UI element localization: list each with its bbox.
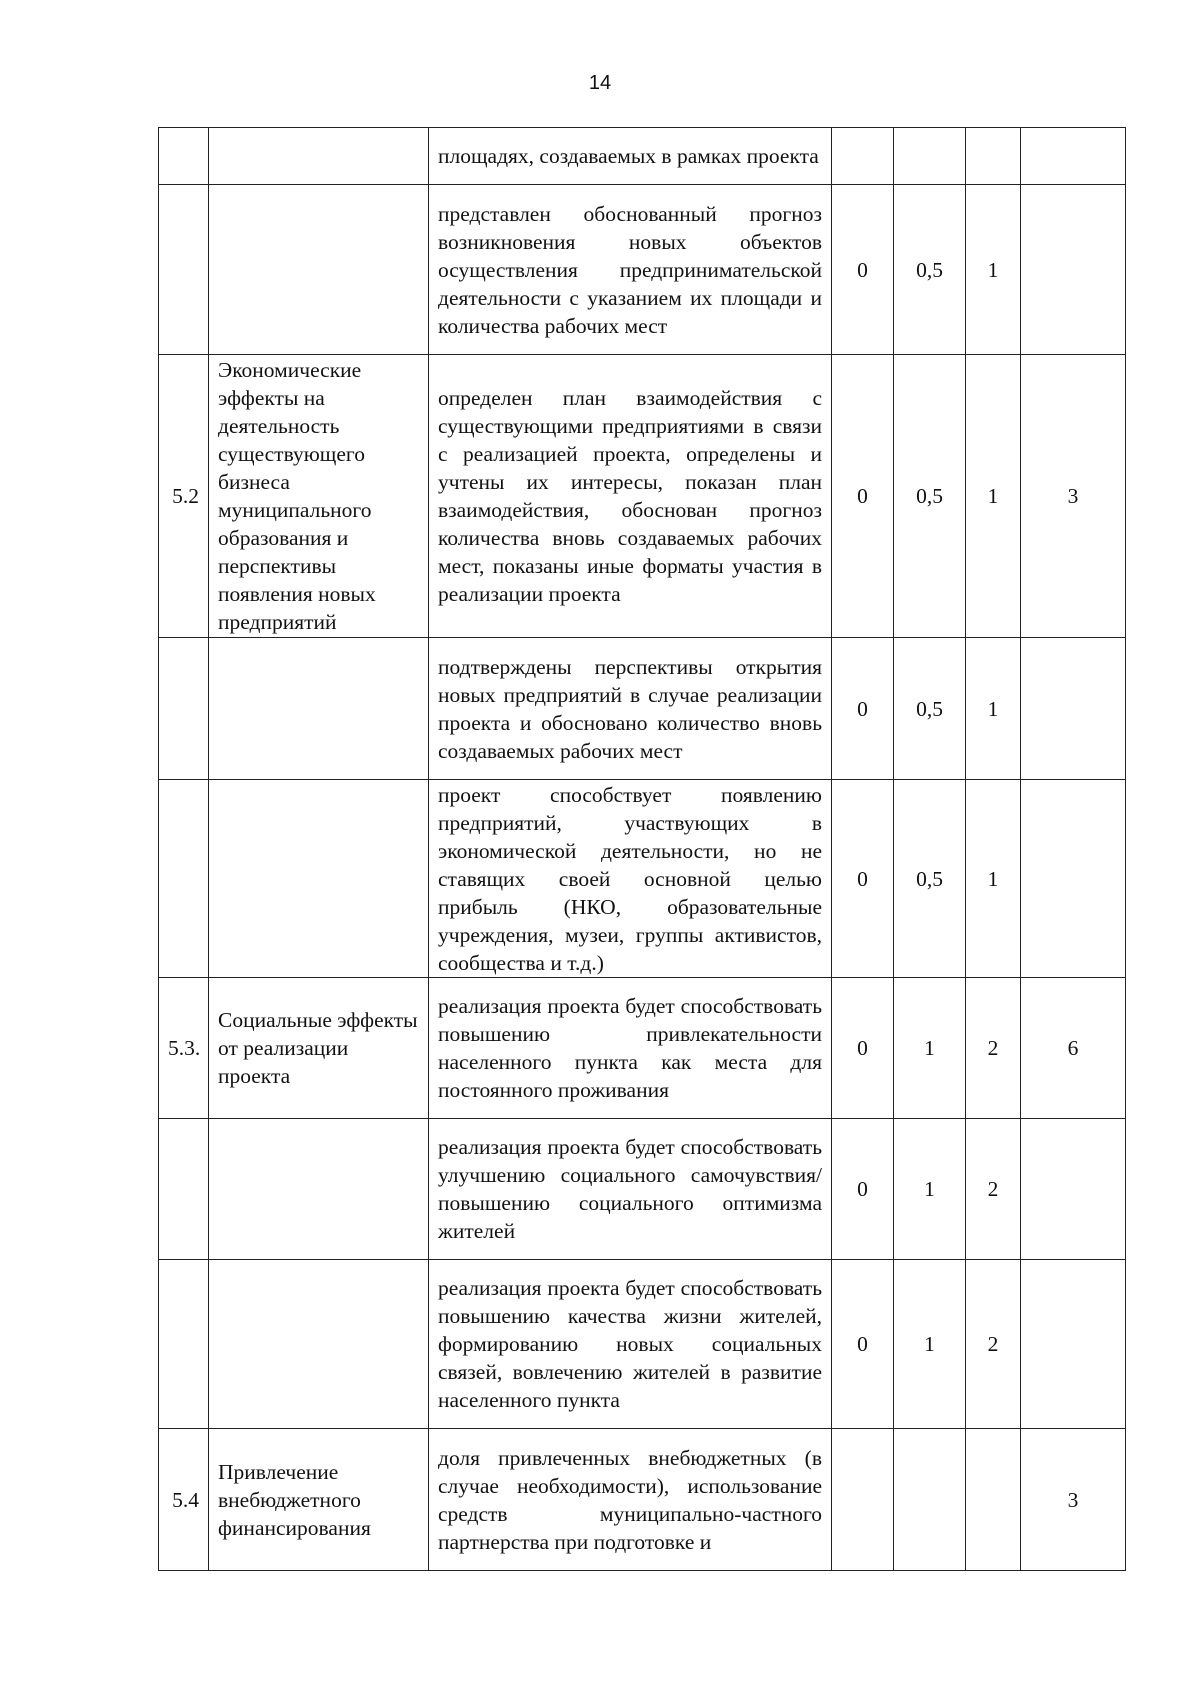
table-row [159,1260,1126,1429]
criterion-name [209,1260,429,1429]
criterion-number [159,185,209,355]
criterion-name: Социальные эффекты от реализации проекта [209,978,429,1119]
score-2: 2 [966,978,1021,1119]
table-row [159,128,1126,185]
score-1: 0,5 [894,780,966,978]
max-score [1021,1119,1126,1260]
score-1: 0,5 [894,185,966,355]
score-1: 1 [894,1119,966,1260]
criterion-description: представлен обоснованный прогноз возникновения новых объектов осуществления предпринимательской деятельности с указанием их площади и количества рабочих мест [429,185,832,355]
criterion-description: определен план взаимодействия с существующими предприятиями в связи с реализацией проекта, определены и учтены их интересы, показан план взаимодействия, обоснован прогноз количества вновь создаваемых рабочих мест, показаны иные форматы участия в реализации проекта [429,355,832,638]
page-number: 14 [588,72,612,94]
score-0 [832,128,894,185]
score-2: 2 [966,1119,1021,1260]
score-0: 0 [832,780,894,978]
table-row [159,638,1126,780]
table-row [159,1119,1126,1260]
max-score: 3 [1021,1429,1126,1571]
table-row [159,1429,1126,1571]
criterion-description: проект способствует появлению предприятий, участвующих в экономической деятельности, но не ставящих своей основной целью прибыль (НКО, образовательные учреждения, музеи, группы активистов, сообщества и т.д.) [429,780,832,978]
criterion-name [209,185,429,355]
score-2: 1 [966,355,1021,638]
max-score [1021,128,1126,185]
score-0: 0 [832,355,894,638]
score-2: 1 [966,638,1021,780]
score-2: 2 [966,1260,1021,1429]
criterion-description: подтверждены перспективы открытия новых предприятий в случае реализации проекта и обосновано количество вновь создаваемых рабочих мест [429,638,832,780]
score-2 [966,128,1021,185]
score-2: 1 [966,780,1021,978]
criterion-name [209,1119,429,1260]
score-1: 0,5 [894,638,966,780]
max-score: 3 [1021,355,1126,638]
score-1 [894,1429,966,1571]
criterion-description: реализация проекта будет способствовать повышению качества жизни жителей, формированию новых социальных связей, вовлечению жителей в развитие населенного пункта [429,1260,832,1429]
criterion-number [159,780,209,978]
score-0 [832,1429,894,1571]
table-row [159,780,1126,978]
table-row [159,185,1126,355]
max-score [1021,185,1126,355]
criterion-name [209,128,429,185]
criterion-number [159,1119,209,1260]
criteria-table [158,127,1126,1571]
criterion-description: реализация проекта будет способствовать улучшению социального самочувствия/ повышению социального оптимизма жителей [429,1119,832,1260]
score-2: 1 [966,185,1021,355]
score-0: 0 [832,185,894,355]
criteria-table-body [159,128,1126,1571]
score-0: 0 [832,638,894,780]
criterion-description: площадях, создаваемых в рамках проекта [429,128,832,185]
criterion-number: 5.3. [159,978,209,1119]
score-0: 0 [832,1119,894,1260]
score-1: 1 [894,1260,966,1429]
score-1: 1 [894,978,966,1119]
criterion-number [159,1260,209,1429]
score-1: 0,5 [894,355,966,638]
score-0: 0 [832,1260,894,1429]
criterion-number [159,128,209,185]
max-score [1021,1260,1126,1429]
score-2 [966,1429,1021,1571]
criterion-number: 5.2 [159,355,209,638]
table-row [159,355,1126,638]
max-score: 6 [1021,978,1126,1119]
criterion-name [209,638,429,780]
criterion-number [159,638,209,780]
criterion-name: Привлечение внебюджетного финансирования [209,1429,429,1571]
criterion-number: 5.4 [159,1429,209,1571]
max-score [1021,638,1126,780]
criterion-description: реализация проекта будет способствовать повышению привлекательности населенного пункта как места для постоянного проживания [429,978,832,1119]
max-score [1021,780,1126,978]
score-1 [894,128,966,185]
criterion-name [209,780,429,978]
criterion-description: доля привлеченных внебюджетных (в случае необходимости), использование средств муниципально-частного партнерства при подготовке и [429,1429,832,1571]
table-row [159,978,1126,1119]
criterion-name: Экономические эффекты на деятельность существующего бизнеса муниципального образования и перспективы появления новых предприятий [209,355,429,638]
score-0: 0 [832,978,894,1119]
